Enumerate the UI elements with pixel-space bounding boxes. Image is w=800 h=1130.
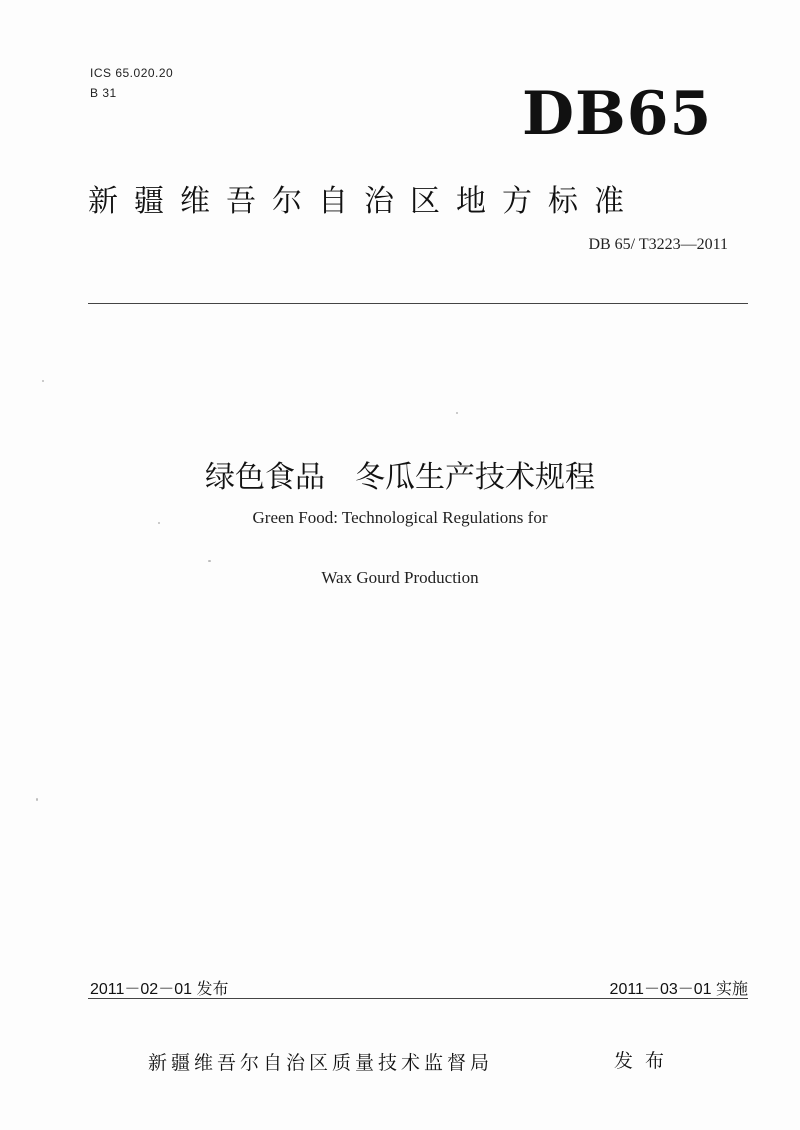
db65-logo: DB65 — [522, 79, 713, 149]
scan-speck — [456, 412, 458, 414]
standard-type-heading: 新疆维吾尔自治区地方标准 — [88, 184, 640, 219]
implementation-date: 2011－03－01 实施 — [609, 981, 748, 998]
bottom-divider — [88, 998, 748, 999]
issuing-action: 发布 — [614, 1050, 677, 1072]
issue-date: 2011－02－01 发布 — [90, 981, 229, 998]
ics-code: ICS 65.020.20 — [90, 66, 174, 80]
scan-speck — [36, 798, 38, 801]
title-chinese: 绿色食品 冬瓜生产技术规程 — [205, 460, 595, 495]
classification-code: B 31 — [90, 86, 117, 100]
top-divider — [88, 303, 748, 304]
scan-speck — [42, 380, 44, 382]
standard-number: DB 65/ T3223—2011 — [588, 236, 728, 253]
scan-speck — [208, 560, 211, 562]
issuing-authority: 新疆维吾尔自治区质量技术监督局 — [148, 1052, 494, 1074]
scan-speck — [158, 522, 160, 524]
title-english-line1: Green Food: Technological Regulations for — [252, 508, 548, 527]
title-english-line2: Wax Gourd Production — [321, 568, 479, 587]
